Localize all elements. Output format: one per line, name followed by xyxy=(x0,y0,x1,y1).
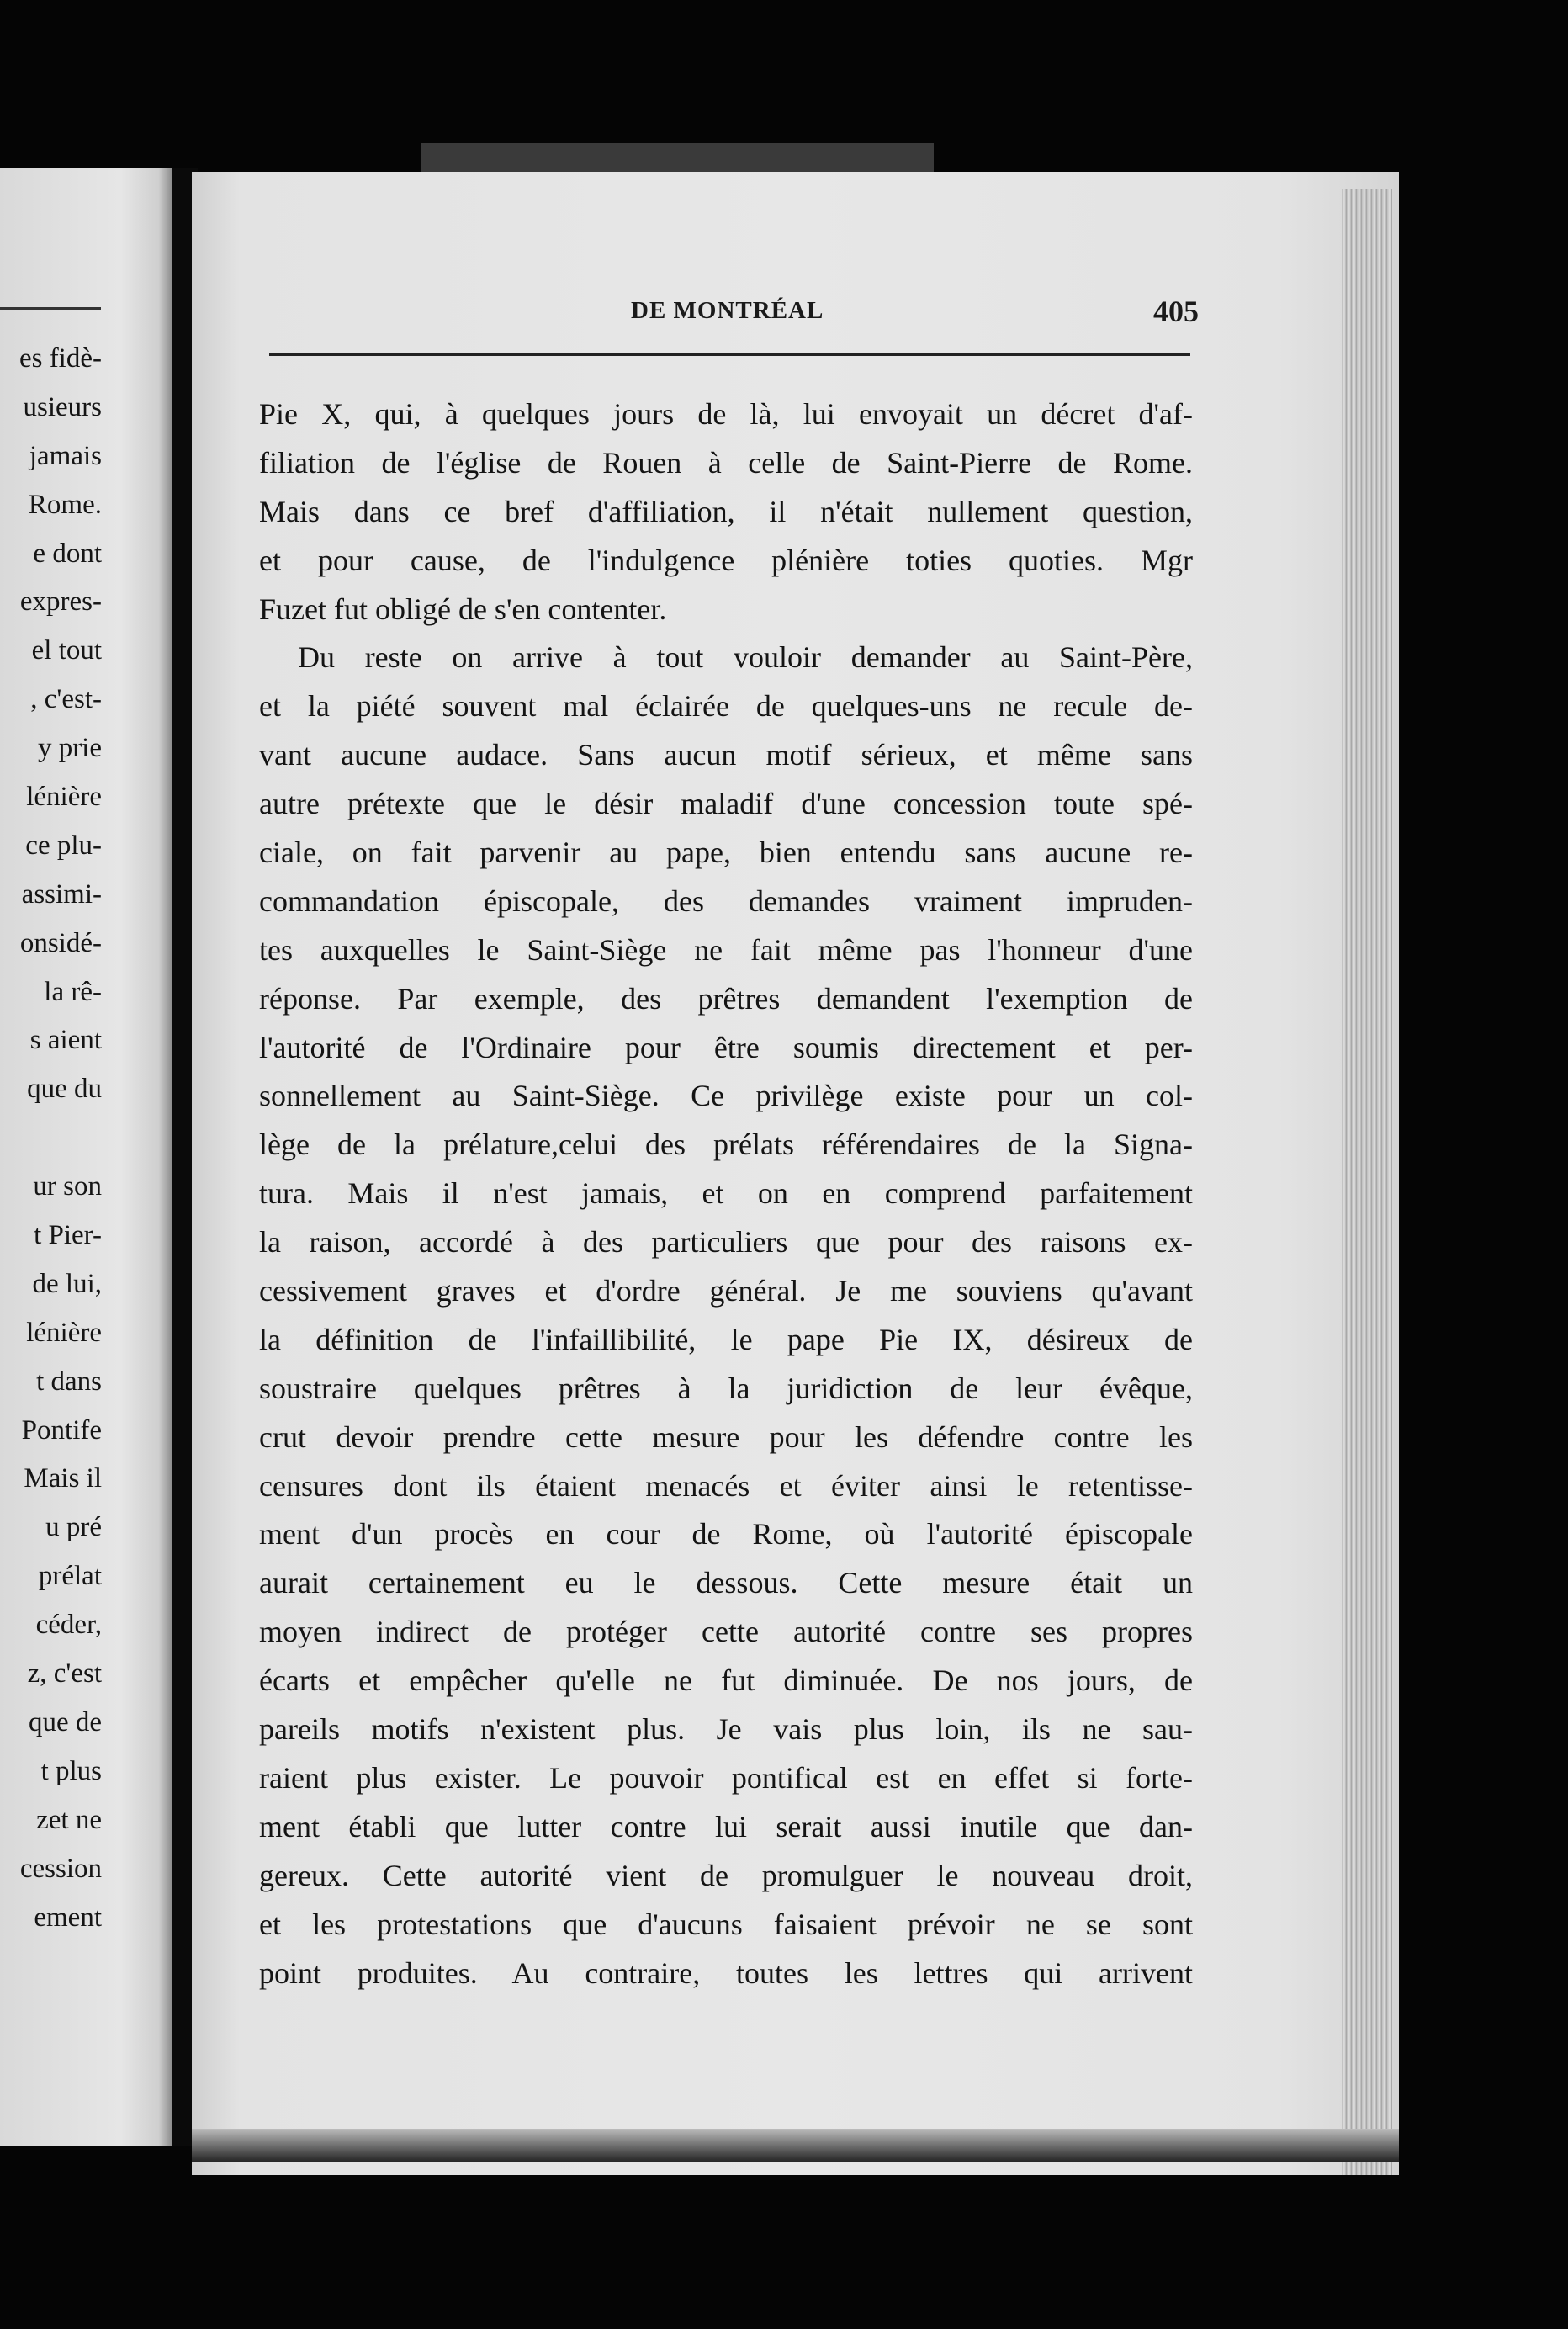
text-line: Fuzet fut obligé de s'en contenter. xyxy=(259,592,667,626)
left-line: t Pier- xyxy=(34,1220,102,1251)
text-line: point produites. Au contraire, toutes les lettres qui arrivent xyxy=(259,1955,1193,1990)
text-line: et pour cause, de l'indulgence plénière toties quoties. Mgr xyxy=(259,543,1193,577)
left-line: cession xyxy=(19,1853,102,1884)
left-page-text xyxy=(19,335,102,1942)
page-number: 405 xyxy=(1153,294,1199,328)
text-line: soustraire quelques prêtres à la juridiction de leur évêque, xyxy=(259,1371,1193,1405)
text-line: réponse. Par exemple, des prêtres demandent l'exemption de xyxy=(259,981,1193,1016)
left-line xyxy=(19,1114,102,1163)
text-line: lège de la prélature,celui des prélats référendaires de la Signa- xyxy=(259,1127,1193,1162)
left-line: t dans xyxy=(36,1366,102,1397)
left-line: ce plu- xyxy=(25,830,102,861)
text-line: ciale, on fait parvenir au pape, bien entendu sans aucune re- xyxy=(259,836,1193,870)
left-line: es fidè- xyxy=(19,343,102,374)
text-line: aurait certainement eu le dessous. Cette mesure était un xyxy=(259,1566,1193,1600)
text-line: censures dont ils étaient menacés et éviter ainsi le retentisse- xyxy=(259,1468,1193,1503)
left-page-header-rule xyxy=(0,307,101,310)
text-line: moyen indirect de protéger cette autorité contre ses propres xyxy=(259,1615,1193,1649)
text-line: filiation de l'église de Rouen à celle de Saint-Pierre de Rome. xyxy=(259,445,1193,480)
left-line: prélat xyxy=(38,1561,102,1592)
text-line: ment d'un procès en cour de Rome, où l'autorité épiscopale xyxy=(259,1517,1193,1552)
left-line: Mais il xyxy=(24,1463,102,1494)
page-bottom-shadow xyxy=(192,2129,1399,2162)
text-line: écarts et empêcher qu'elle ne fut diminuée. De nos jours, de xyxy=(259,1663,1193,1698)
left-line: u pré xyxy=(45,1512,102,1543)
text-line: gereux. Cette autorité vient de promulguer le nouveau droit, xyxy=(259,1858,1193,1892)
text-line: autre prétexte que le désir maladif d'une concession toute spé- xyxy=(259,787,1193,821)
text-line: ment établi que lutter contre lui serait aussi inutile que dan- xyxy=(259,1809,1193,1844)
text-line: commandation épiscopale, des demandes vraiment impruden- xyxy=(259,883,1193,918)
left-line: usieurs xyxy=(23,391,102,422)
left-line: que de xyxy=(28,1706,102,1737)
left-line: s aient xyxy=(29,1025,102,1056)
left-line: assimi- xyxy=(21,878,102,910)
left-line: la rê- xyxy=(44,976,102,1007)
running-head-title: DE MONTRÉAL xyxy=(631,297,824,324)
left-line: Rome. xyxy=(28,489,102,520)
text-line: tes auxquelles le Saint-Siège ne fait même pas l'honneur d'une xyxy=(259,932,1193,967)
left-line: ur son xyxy=(33,1171,102,1202)
header-rule xyxy=(269,353,1190,356)
left-line: e dont xyxy=(33,538,102,569)
text-line: et les protestations que d'aucuns faisaient prévoir ne se sont xyxy=(259,1907,1193,1941)
left-line: jamais xyxy=(29,440,102,471)
text-line: cessivement graves et d'ordre général. Je me souviens qu'avant xyxy=(259,1274,1193,1308)
left-line: ement xyxy=(34,1902,102,1933)
left-line: zet ne xyxy=(36,1804,102,1835)
paragraph-start-line: Du reste on arrive à tout vouloir demander au Saint-Père, xyxy=(298,640,1193,675)
left-line: , c'est- xyxy=(30,684,102,715)
text-line: l'autorité de l'Ordinaire pour être soumis directement et per- xyxy=(259,1030,1193,1064)
left-line: onsidé- xyxy=(19,927,102,958)
left-line: que du xyxy=(27,1074,102,1105)
left-line: lénière xyxy=(26,782,102,813)
text-line: Pie X, qui, à quelques jours de là, lui envoyait un décret d'af- xyxy=(259,397,1193,431)
text-line: raient plus exister. Le pouvoir pontifical est en effet si forte- xyxy=(259,1760,1193,1795)
left-line: lénière xyxy=(26,1317,102,1348)
text-line: pareils motifs n'existent plus. Je vais plus loin, ils ne sau- xyxy=(259,1712,1193,1747)
left-line: y prie xyxy=(37,733,102,764)
left-line: expres- xyxy=(19,586,102,618)
left-page xyxy=(0,168,172,2146)
left-line: céder, xyxy=(35,1610,102,1641)
running-head xyxy=(261,290,1199,332)
text-line: la raison, accordé à des particuliers que pour des raisons ex- xyxy=(259,1225,1193,1260)
text-line: la définition de l'infaillibilité, le pape Pie IX, désireux de xyxy=(259,1322,1193,1356)
text-line: sonnellement au Saint-Siège. Ce privilège existe pour un col- xyxy=(259,1079,1193,1113)
left-line: z, c'est xyxy=(27,1658,102,1690)
left-line: t plus xyxy=(40,1755,102,1786)
text-line: et la piété souvent mal éclairée de quelques-uns ne recule de- xyxy=(259,689,1193,724)
left-line: el tout xyxy=(31,635,102,666)
text-line: vant aucune audace. Sans aucun motif sérieux, et même sans xyxy=(259,738,1193,772)
page-edges xyxy=(1342,189,1392,2175)
left-line: de lui, xyxy=(32,1268,102,1299)
body-text xyxy=(259,390,1193,1997)
text-line: tura. Mais il n'est jamais, et on en comprend parfaitement xyxy=(259,1176,1193,1211)
text-line: Mais dans ce bref d'affiliation, il n'était nullement question, xyxy=(259,494,1193,528)
left-line: Pontife xyxy=(21,1414,102,1446)
text-line: crut devoir prendre cette mesure pour les défendre contre les xyxy=(259,1419,1193,1454)
